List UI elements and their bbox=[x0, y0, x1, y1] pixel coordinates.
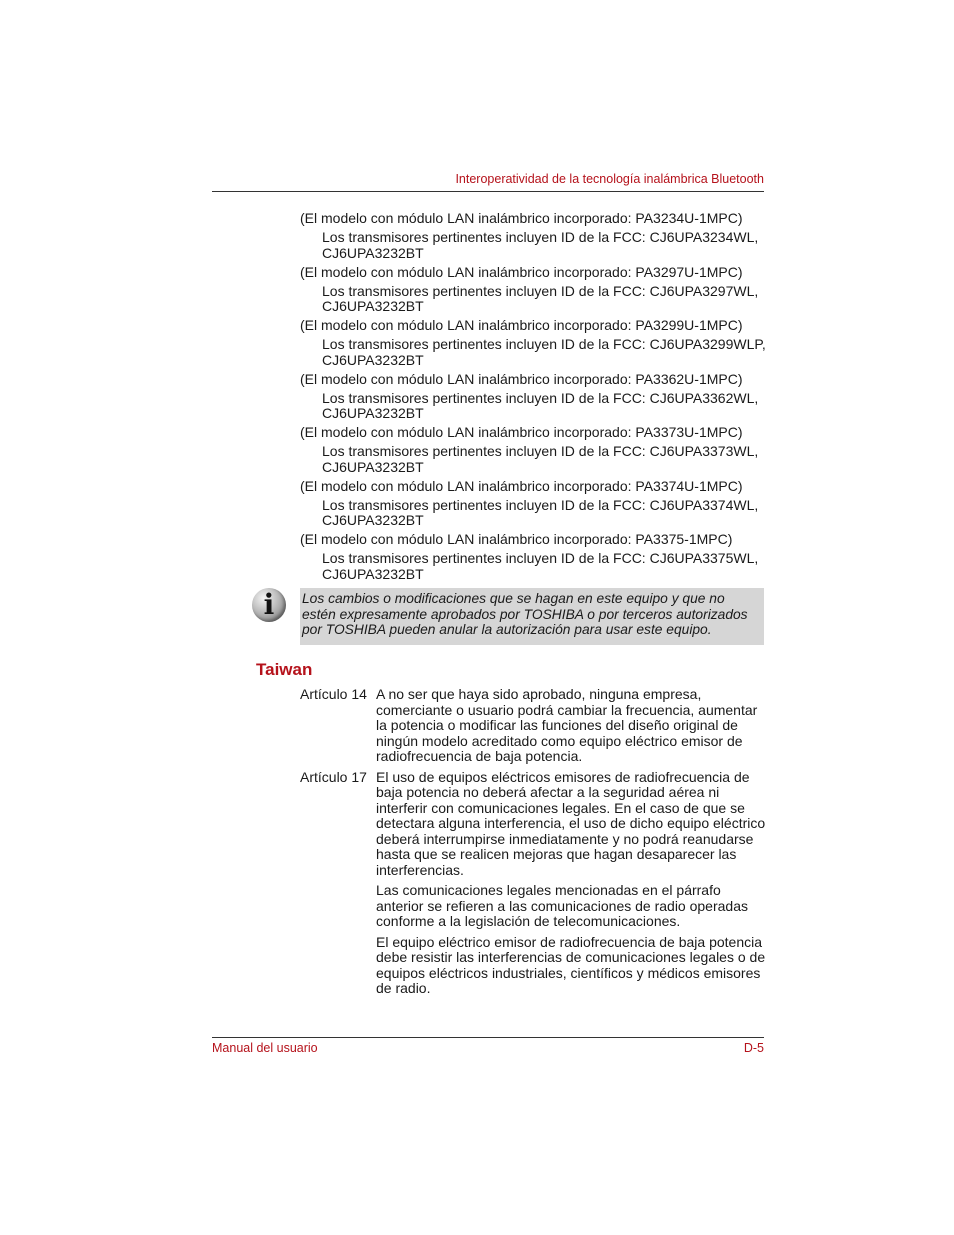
model-entry bbox=[300, 425, 770, 475]
info-icon-glyph: i bbox=[263, 588, 275, 621]
model-label: (El modelo con módulo LAN inalámbrico incorporado: PA3362U-1MPC) bbox=[300, 370, 743, 387]
model-entry bbox=[300, 479, 770, 529]
article-list bbox=[300, 687, 770, 1002]
article-body bbox=[376, 770, 770, 997]
article-paragraph: A no ser que haya sido aprobado, ninguna empresa, comerciante o usuario podrá cambiar la frecuencia, aumentar la potencia o modificar las funciones del diseño original de ningún modelo acreditado como equipo eléctrico emisor de radiofrecuencia de baja potencia. bbox=[376, 686, 758, 764]
model-detail: Los transmisores pertinentes incluyen ID de la FCC: CJ6UPA3374WL, CJ6UPA3232BT bbox=[322, 496, 759, 528]
note-text: Los cambios o modificaciones que se hagan en este equipo y que no estén expresamente aprobados por TOSHIBA o por terceros autorizados por TOSHIBA pueden anular la autorización para usar este equipo. bbox=[302, 591, 748, 638]
model-label: (El modelo con módulo LAN inalámbrico incorporado: PA3297U-1MPC) bbox=[300, 263, 743, 280]
footer-manual-title: Manual del usuario bbox=[212, 1041, 318, 1055]
article-entry bbox=[300, 770, 770, 997]
model-entry bbox=[300, 318, 770, 368]
model-label: (El modelo con módulo LAN inalámbrico incorporado: PA3374U-1MPC) bbox=[300, 477, 743, 494]
article-label: Artículo 17 bbox=[300, 768, 367, 785]
model-detail: Los transmisores pertinentes incluyen ID de la FCC: CJ6UPA3297WL, CJ6UPA3232BT bbox=[322, 282, 759, 314]
model-label: (El modelo con módulo LAN inalámbrico incorporado: PA3234U-1MPC) bbox=[300, 210, 743, 226]
model-entry bbox=[300, 265, 770, 315]
model-detail: Los transmisores pertinentes incluyen ID de la FCC: CJ6UPA3234WL, CJ6UPA3232BT bbox=[322, 229, 759, 261]
page-number: D-5 bbox=[743, 1041, 764, 1055]
model-detail: Los transmisores pertinentes incluyen ID de la FCC: CJ6UPA3375WL, CJ6UPA3232BT bbox=[322, 550, 759, 582]
article-body bbox=[376, 687, 770, 765]
note-box bbox=[300, 588, 764, 645]
model-entry bbox=[300, 532, 770, 582]
article-paragraph: El uso de equipos eléctricos emisores de radiofrecuencia de baja potencia no deberá afectar a la seguridad aérea ni interferir con comunicaciones legales. En el caso de que se detectara alguna interferencia, el uso de dicho equipo eléctrico deberá interrumpirse inmediatamente y no podrá reanudarse hasta que se realicen mejoras que hagan desaparecer las interferencias. bbox=[376, 768, 766, 878]
model-label: (El modelo con módulo LAN inalámbrico incorporado: PA3375-1MPC) bbox=[300, 531, 733, 547]
header-rule bbox=[212, 191, 764, 192]
info-icon bbox=[252, 588, 286, 622]
footer-rule bbox=[212, 1037, 764, 1038]
model-detail: Los transmisores pertinentes incluyen ID de la FCC: CJ6UPA3373WL, CJ6UPA3232BT bbox=[322, 443, 759, 475]
model-entry bbox=[300, 372, 770, 422]
article-entry bbox=[300, 687, 770, 765]
article-paragraph: El equipo eléctrico emisor de radiofrecuencia de baja potencia debe resistir las interferencias de comunicaciones legales o de equipos eléctricos industriales, científicos y médicos emisores de radio. bbox=[376, 933, 766, 996]
section-heading: Taiwan bbox=[256, 660, 313, 679]
running-header: Interoperatividad de la tecnología inalámbrica Bluetooth bbox=[455, 172, 764, 186]
model-list bbox=[300, 211, 770, 586]
article-paragraph: Las comunicaciones legales mencionadas en el párrafo anterior se refieren a las comunicaciones de radio operadas conforme a la legislación de telecomunicaciones. bbox=[376, 882, 748, 929]
model-label: (El modelo con módulo LAN inalámbrico incorporado: PA3299U-1MPC) bbox=[300, 317, 743, 333]
model-label: (El modelo con módulo LAN inalámbrico incorporado: PA3373U-1MPC) bbox=[300, 424, 743, 440]
model-detail: Los transmisores pertinentes incluyen ID de la FCC: CJ6UPA3362WL, CJ6UPA3232BT bbox=[322, 389, 759, 421]
article-label: Artículo 14 bbox=[300, 686, 367, 702]
model-entry bbox=[300, 211, 770, 261]
model-detail: Los transmisores pertinentes incluyen ID de la FCC: CJ6UPA3299WLP, CJ6UPA3232BT bbox=[322, 336, 766, 368]
